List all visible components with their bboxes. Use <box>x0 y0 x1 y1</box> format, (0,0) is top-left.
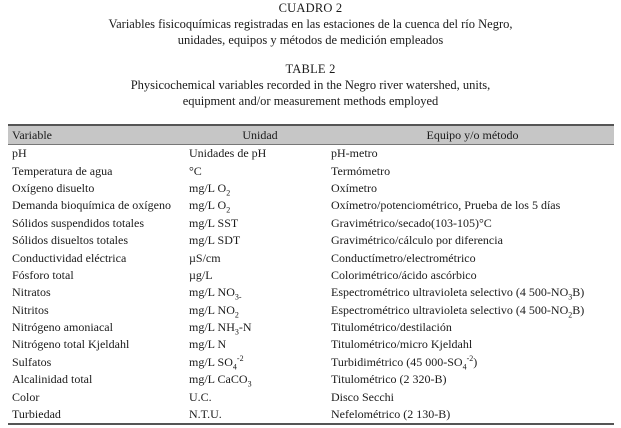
caption-title-en-line2: equipment and/or measurement methods employed <box>182 94 439 108</box>
cell-variable: pH <box>12 146 27 161</box>
caption-label-en: TABLE 2 <box>285 62 336 76</box>
variables-table <box>8 124 614 425</box>
table-row <box>8 232 614 249</box>
cell-variable: Oxígeno disuelto <box>12 180 95 195</box>
cell-unit: mg/L $NO_{3-}$ <box>189 285 242 302</box>
table-row <box>8 249 614 266</box>
header-method: Equipo y/o método <box>331 125 614 145</box>
cell-unit: µg/L <box>189 267 213 282</box>
cell-unit: mg/L $NO_2$ <box>189 302 239 320</box>
cell-method: Titulométrico/micro Kjeldahl <box>331 337 473 352</box>
table-row <box>8 215 614 232</box>
cell-method: Titulométrico (2 320-B) <box>331 372 447 387</box>
cell-method: Titulométrico/destilación <box>331 320 452 335</box>
cell-variable: Nitratos <box>12 285 51 300</box>
cell-method: pH-metro <box>331 146 378 161</box>
cell-unit: µS/cm <box>189 250 221 265</box>
table-row <box>8 371 614 388</box>
cell-variable: Nitrógeno amoniacal <box>12 320 113 335</box>
cell-method: Conductímetro/electrométrico <box>331 250 476 265</box>
cell-unit: N.T.U. <box>189 406 331 424</box>
table-row <box>8 162 614 179</box>
cell-method: Gravimétrico/secado(103-105)°C <box>331 215 492 230</box>
table-body <box>8 145 614 425</box>
cell-unit: U.C. <box>189 389 212 404</box>
table-row <box>8 180 614 197</box>
cell-unit: mg/L N <box>189 337 227 352</box>
cell-unit: mg/L CaCO$_3$ <box>189 372 252 389</box>
table-row <box>8 388 614 405</box>
table-row <box>8 302 614 319</box>
table-row <box>8 284 614 301</box>
table-row <box>8 354 614 371</box>
table-row <box>8 267 614 284</box>
cell-unit: mg/L $O_2$ <box>189 198 231 215</box>
cell-unit: Unidades de pH <box>189 146 267 161</box>
caption-title-es-line2: unidades, equipos y métodos de medición empleados <box>177 33 444 47</box>
cell-variable: Conductividad eléctrica <box>12 250 127 265</box>
cell-unit: °C <box>189 163 202 178</box>
cell-unit: mg/L $NH_3-N$ <box>189 320 252 337</box>
cell-method: Disco Secchi <box>331 389 394 404</box>
cell-variable: Sólidos suspendidos totales <box>12 215 145 230</box>
cell-unit: mg/L $SO_4^{-2}$ <box>189 353 244 372</box>
cell-unit: mg/L $O_2$ <box>189 180 231 198</box>
cell-variable: Temperatura de agua <box>12 163 113 178</box>
cell-variable: Demanda bioquímica de oxígeno <box>12 198 171 213</box>
cell-method: Espectrométrico ultravioleta selectivo (4 $500-NO_3B$) <box>331 285 585 302</box>
cell-variable: Sólidos disueltos totales <box>12 233 129 248</box>
caption-label-es: CUADRO 2 <box>278 1 343 15</box>
caption-title-es-line1: Variables fisicoquímicas registradas en las estaciones de la cuenca del río Negro, <box>108 17 513 31</box>
table-row <box>8 336 614 353</box>
cell-method: Espectrométrico ultravioleta selectivo (4 $500-NO_2B$) <box>331 302 585 320</box>
cell-variable: Nitritos <box>12 302 49 317</box>
cell-variable: Sulfatos <box>12 354 52 369</box>
cell-method: Colorimétrico/ácido ascórbico <box>331 267 477 282</box>
table-row <box>8 319 614 336</box>
caption-title-en-line1: Physicochemical variables recorded in the Negro river watershed, units, <box>130 78 491 92</box>
table-header-row <box>8 125 614 145</box>
cell-variable: Fósforo total <box>12 267 74 282</box>
header-variable: Variable <box>8 125 189 145</box>
table-row <box>8 197 614 214</box>
header-unit: Unidad <box>189 125 331 145</box>
cell-variable: Nitrógeno total Kjeldahl <box>12 337 130 352</box>
caption-spanish <box>0 0 621 48</box>
table-row <box>8 406 614 424</box>
table-header <box>8 125 614 145</box>
cell-variable: Color <box>12 389 40 404</box>
cell-variable: Turbiedad <box>8 406 189 424</box>
cell-unit: mg/L SST <box>189 215 239 230</box>
cell-method: Termómetro <box>331 163 391 178</box>
cell-method: Turbidimétrico (45 $000-SO_4^{-2}$) <box>331 353 478 372</box>
cell-method: Oxímetro <box>331 180 377 195</box>
cell-variable: Alcalinidad total <box>12 372 93 387</box>
cell-unit: mg/L SDT <box>189 233 241 248</box>
cell-method: Gravimétrico/cálculo por diferencia <box>331 233 503 248</box>
table-row <box>8 145 614 163</box>
cell-method: Oxímetro/potenciométrico, Prueba de los 5 días <box>331 198 561 213</box>
cell-method: Nefelométrico (2 130-B) <box>331 406 614 424</box>
caption-english <box>0 61 621 109</box>
